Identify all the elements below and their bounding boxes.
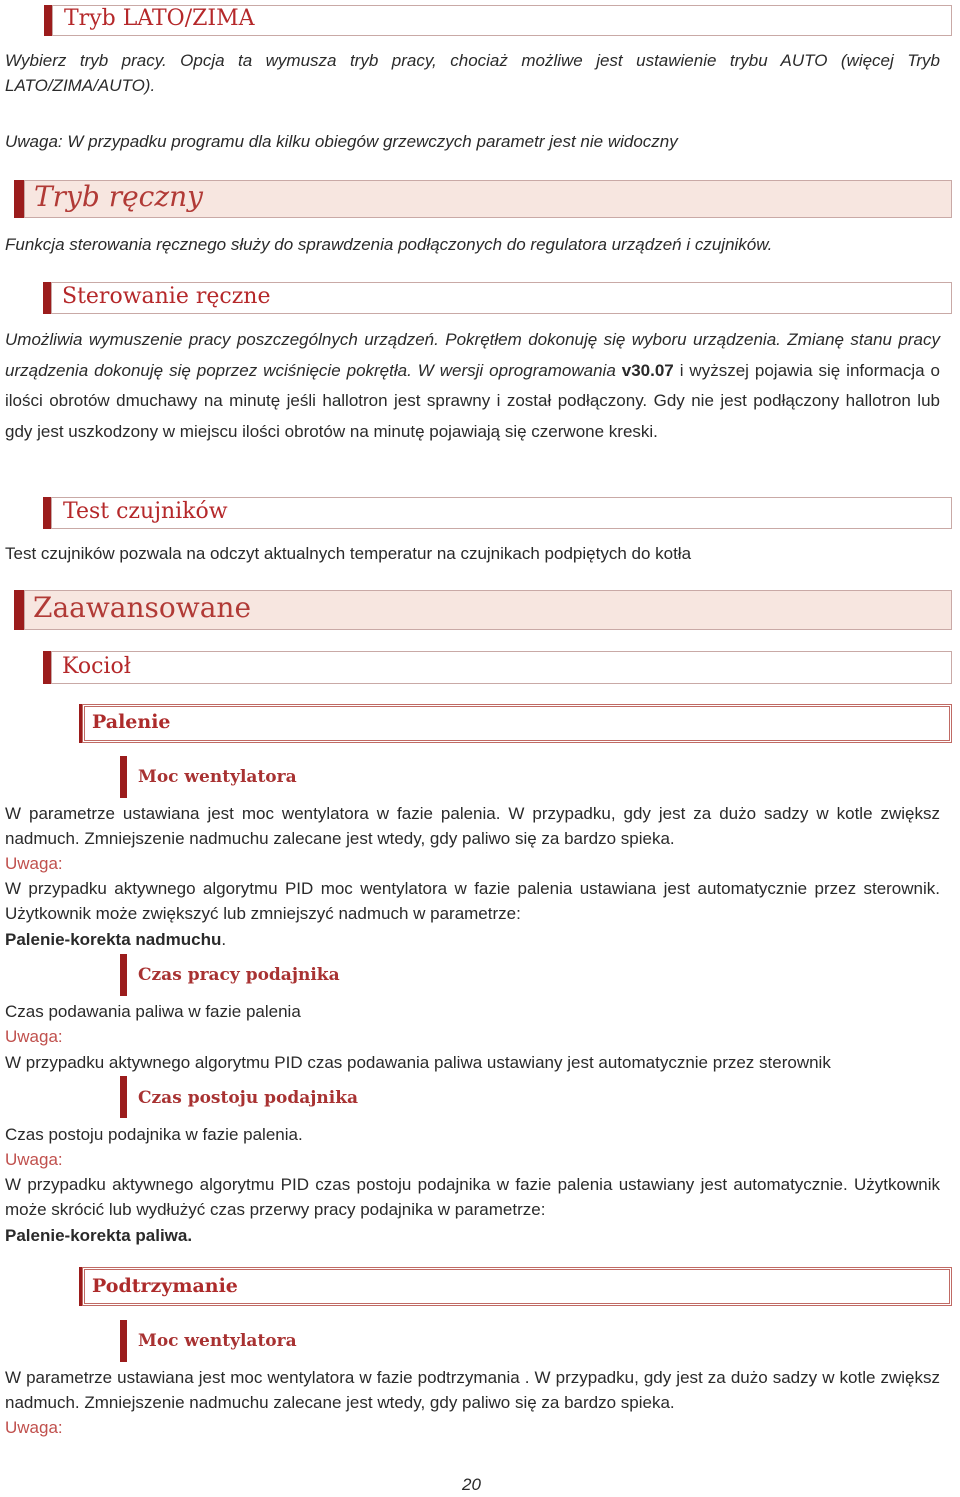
section-heading-tryb-reczny: Tryb ręczny xyxy=(34,180,203,213)
paragraph-text: Umożliwia wymuszenie pracy poszczególnych urządzeń. Pokrętłem dokonuję się wyboru urządzenia. Zmianę stanu pracy urządzenia dokonuję się poprzez wciśnięcie pokrętła. W wersji oprogramowania xyxy=(5,330,940,380)
section-heading-sterowanie-reczne: Sterowanie ręczne xyxy=(62,284,271,309)
section-heading-zaawansowane: Zaawansowane xyxy=(33,591,252,624)
parameter-punctuation: . xyxy=(221,930,227,949)
paragraph: Czas postoju podajnika w fazie palenia. xyxy=(5,1125,303,1144)
paragraph: W przypadku aktywnego algorytmu PID czas postoju podajnika w fazie palenia ustawiany jest automatycznie. Użytkownik może skrócić lub wydłużyć czas przerwy pracy podajnika w parametrze: xyxy=(5,1175,940,1219)
paragraph: Funkcja sterowania ręcznego służy do sprawdzenia podłączonych do regulatora urządzeń i czujników. xyxy=(5,235,773,254)
paragraph: W parametrze ustawiana jest moc wentylatora w fazie podtrzymania . W przypadku, gdy jest za dużo sadzy w kotle zwiększ nadmuch. Zmniejszenie nadmuchu zalecane jest wtedy, gdy paliwo się za bardzo spieka. xyxy=(5,1368,940,1412)
section-heading-czas-pracy-podajnika: Czas pracy podajnika xyxy=(138,965,340,985)
paragraph: Test czujników pozwala na odczyt aktualnych temperatur na czujnikach podpiętych do kotła xyxy=(5,544,692,563)
paragraph: W przypadku aktywnego algorytmu PID czas podawania paliwa ustawiany jest automatycznie przez sterownik xyxy=(5,1053,831,1072)
warning-label: Uwaga: xyxy=(5,1027,63,1046)
parameter-name: Palenie-korekta paliwa. xyxy=(5,1226,193,1245)
section-heading-podtrzymanie: Podtrzymanie xyxy=(92,1275,238,1297)
section-heading-test-czujnikow: Test czujników xyxy=(63,499,228,524)
paragraph-text: i wyższej pojawia się informacja o ilości obrotów dmuchawy na minutę jeśli hallotron jest sprawny i został podłączony. Gdy nie jest podłączony hallotron lub gdy jest uszkodzony w miejscu ilości obrotów na minutę pojawiają się czerwone kreski. xyxy=(5,360,940,441)
heading-accent-bar xyxy=(120,954,127,996)
paragraph xyxy=(5,325,940,447)
heading-box xyxy=(82,704,952,743)
heading-accent-bar xyxy=(43,282,51,314)
paragraph: W parametrze ustawiana jest moc wentylatora w fazie palenia. W przypadku, gdy jest za dużo sadzy w kotle zwiększ nadmuch. Zmniejszenie nadmuchu zalecane jest wtedy, gdy paliwo się za bardzo spieka. xyxy=(5,804,940,848)
warning-label: Uwaga: xyxy=(5,1150,63,1169)
heading-accent-bar xyxy=(120,1320,127,1362)
section-heading-czas-postoju-podajnika: Czas postoju podajnika xyxy=(138,1088,358,1108)
warning-label: Uwaga: xyxy=(5,854,63,873)
parameter-name xyxy=(5,927,226,952)
paragraph: Czas podawania paliwa w fazie palenia xyxy=(5,1002,301,1021)
paragraph: W przypadku aktywnego algorytmu PID moc wentylatora w fazie palenia ustawiana jest automatycznie przez sterownik. Użytkownik może zwiększyć lub zmniejszyć nadmuch w parametrze: xyxy=(5,879,940,923)
section-heading-kociol: Kocioł xyxy=(62,654,131,679)
heading-accent-bar xyxy=(14,590,24,630)
section-heading-palenie: Palenie xyxy=(92,711,171,733)
paragraph: Wybierz tryb pracy. Opcja ta wymusza tryb pracy, chociaż możliwe jest ustawienie trybu AUTO (więcej Tryb LATO/ZIMA/AUTO). xyxy=(5,51,940,95)
section-heading-moc-wentylatora: Moc wentylatora xyxy=(138,1331,297,1351)
section-heading-moc-wentylatora: Moc wentylatora xyxy=(138,767,297,787)
parameter-label: Palenie-korekta nadmuchu xyxy=(5,930,222,949)
paragraph-note: Uwaga: W przypadku programu dla kilku obiegów grzewczych parametr jest nie widoczny xyxy=(5,132,678,151)
software-version: v30.07 xyxy=(621,360,674,380)
warning-label: Uwaga: xyxy=(5,1418,63,1437)
heading-accent-bar xyxy=(120,1076,127,1118)
page-number: 20 xyxy=(462,1475,481,1494)
heading-box xyxy=(51,651,952,684)
section-heading-tryb-lato-zima: Tryb LATO/ZIMA xyxy=(64,6,255,31)
heading-accent-bar xyxy=(43,651,51,684)
heading-accent-bar xyxy=(43,497,51,529)
heading-accent-bar xyxy=(44,5,52,36)
heading-accent-bar xyxy=(14,180,24,218)
heading-accent-bar xyxy=(120,756,127,798)
